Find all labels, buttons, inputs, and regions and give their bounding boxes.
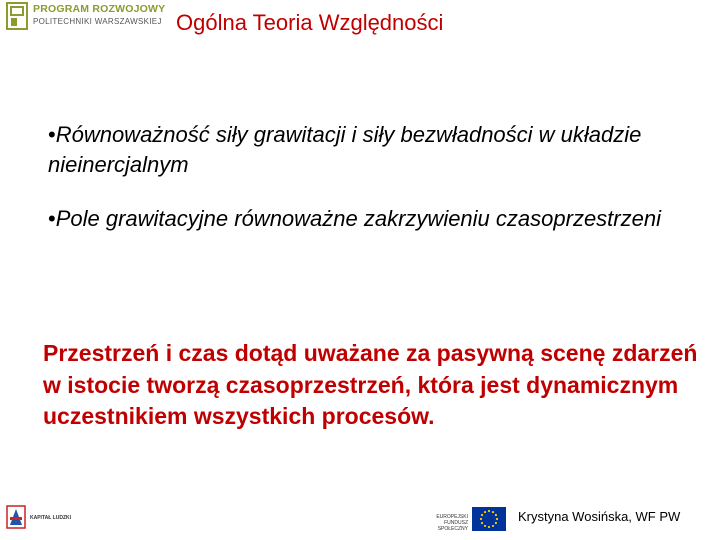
- eu-star: [481, 522, 483, 524]
- eu-star: [480, 518, 482, 520]
- kapital-ludzki-text: KAPITAŁ LUDZKI: [30, 515, 72, 521]
- eu-fund-text: EUROPEJSKI FUNDUSZ SPOŁECZNY: [436, 514, 468, 532]
- bullet-marker: •: [48, 122, 56, 147]
- kapital-ludzki-logo: [6, 505, 80, 531]
- eu-flag-icon: [472, 507, 506, 531]
- eu-star: [495, 514, 497, 516]
- bullet-text: Pole grawitacyjne równoważne zakrzywieniu czasoprzestrzeni: [55, 206, 661, 231]
- slide-title: Ogólna Teoria Względności: [176, 10, 444, 35]
- eu-star: [496, 518, 498, 520]
- eu-star: [481, 514, 483, 516]
- program-logo-icon: [6, 2, 28, 30]
- eu-star: [495, 522, 497, 524]
- program-logo: [6, 2, 166, 32]
- logo-text-line1: PROGRAM ROZWOJOWY: [33, 3, 166, 15]
- bullet-item: [48, 120, 708, 180]
- bullet-list: [48, 120, 708, 258]
- bullet-text: Równoważność siły grawitacji i siły bezwładności w układzie nieinercjalnym: [48, 122, 642, 177]
- eu-star: [488, 526, 490, 528]
- eu-star: [492, 511, 494, 513]
- bullet-item: [48, 204, 708, 234]
- eu-star: [488, 510, 490, 512]
- eu-star: [484, 511, 486, 513]
- logo-text-line2: POLITECHNIKI WARSZAWSKIEJ: [33, 17, 162, 26]
- kapital-ludzki-icon: [6, 505, 26, 529]
- key-statement: Przestrzeń i czas dotąd uważane za pasywną scenę zdarzeń w istocie tworzą czasoprzestrzeń, która jest dynamicznym uczestnikiem wszystkich procesów.: [43, 340, 698, 429]
- bullet-marker: •: [48, 206, 56, 231]
- author-credit: Krystyna Wosińska, WF PW: [518, 509, 681, 524]
- eu-fund-logo: [416, 506, 508, 532]
- eu-star: [492, 525, 494, 527]
- eu-star: [484, 525, 486, 527]
